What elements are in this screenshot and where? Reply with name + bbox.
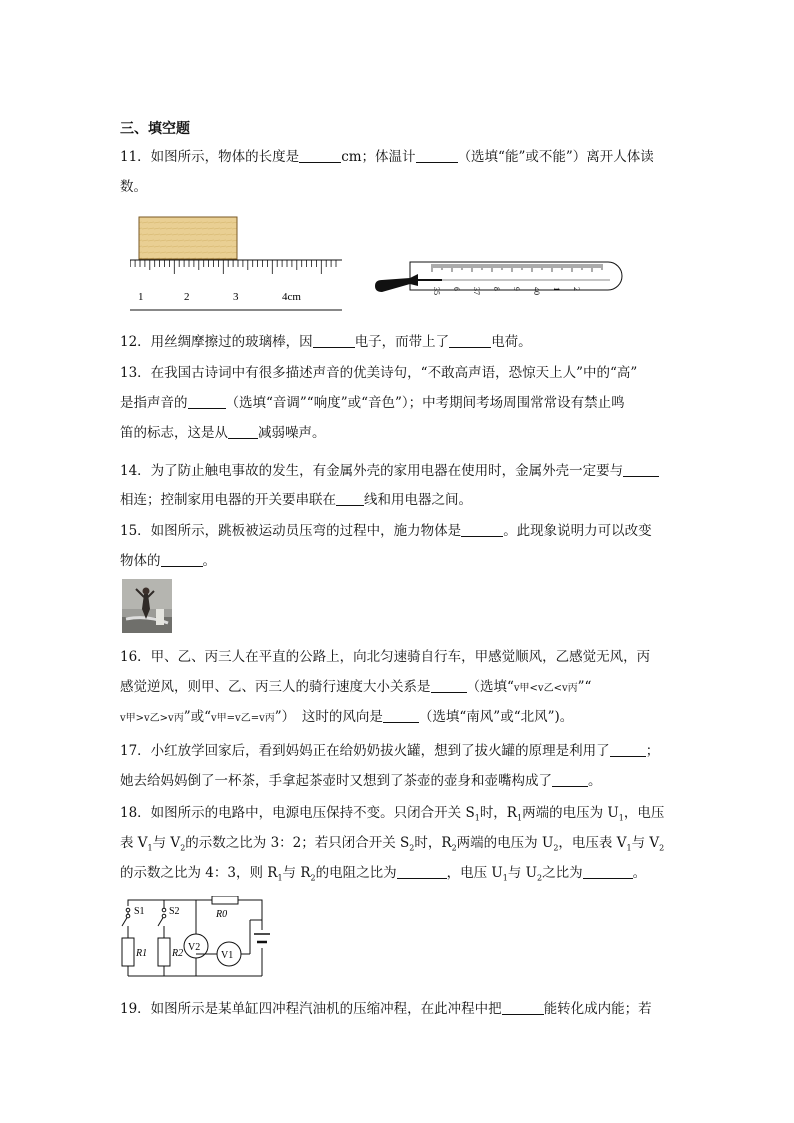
question-13-line-3: [120, 424, 326, 442]
question-12: [120, 333, 532, 351]
q15-text-d: 。: [202, 553, 216, 569]
q16-text-b: （选填“: [466, 679, 514, 695]
q18-text-l: 的示数之比为 4：3，则 R: [120, 865, 278, 881]
q18-text-i: 两端的电压为 U: [456, 835, 554, 851]
thermometer-figure: [370, 256, 630, 306]
question-14-line-1: [120, 462, 659, 480]
q19-blank-1[interactable]: [502, 1000, 544, 1015]
question-18-line-3: [120, 864, 646, 888]
question-15-line-2: [120, 552, 216, 570]
label-s2: S2: [169, 906, 180, 917]
q15-blank-1[interactable]: [461, 522, 503, 537]
q12-blank-2[interactable]: [449, 333, 491, 348]
q14-blank-1[interactable]: [623, 462, 659, 477]
q17-text-c: 她去给妈妈倒了一杯茶，手拿起茶壶时又想到了茶壶的壶身和壶嘴构成了: [120, 773, 552, 789]
question-17-line-2: [120, 772, 602, 790]
q18-text-r: 。: [632, 865, 647, 881]
q18-sub-s2: 2: [409, 843, 415, 853]
q15-blank-2[interactable]: [161, 552, 203, 567]
q14-text-a: 14．为了防止触电事故的发生，有金属外壳的家用电器在使用时，金属外壳一定要与: [120, 463, 624, 479]
q18-sub-s1: 1: [474, 813, 480, 823]
circuit-diagram: [116, 896, 274, 984]
ruler-label-2: 2: [184, 291, 190, 303]
question-13-line-1: 13．在我国古诗词中有很多描述声音的优美诗句，“不敢高声语，恐惊天上人”中的“高”: [120, 365, 638, 381]
thermometer-label: 37: [472, 287, 481, 295]
q18-text-n: 的电阻之比为: [315, 865, 397, 881]
q18-text-j: ，电压表 V: [558, 835, 627, 851]
q13-text-c: 笛的标志，这是从: [120, 425, 228, 441]
q16-option-1: v甲<v乙<v丙: [513, 683, 578, 694]
label-s1: S1: [134, 906, 145, 917]
question-16-line-2: [120, 678, 591, 698]
q19-text-a: 19．如图所示是某单缸四冲程汽油机的压缩冲程，在此冲程中把: [120, 1001, 502, 1017]
q11-text-b: cm；体温计: [341, 149, 416, 165]
q18-text-d: ，电压: [623, 805, 665, 821]
q15-text-c: 物体的: [120, 553, 161, 569]
q18-text-p: 与 U: [507, 865, 538, 881]
q12-blank-1[interactable]: [313, 333, 355, 348]
q13-text-d: 减弱噪声。: [258, 425, 326, 441]
q14-text-b: 相连；控制家用电器的开关要串联在: [120, 492, 336, 508]
q18-text-q: 之比为: [542, 865, 583, 881]
q16-text-a: 感觉逆风，则甲、乙、丙三人的骑行速度大小关系是: [120, 679, 431, 695]
q18-blank-1[interactable]: [397, 864, 447, 879]
question-11-line-2: 数。: [120, 179, 147, 195]
diving-board-photo: [122, 579, 172, 633]
label-r1: R1: [136, 948, 148, 959]
label-v1: V1: [221, 950, 234, 961]
q17-text-b: ；: [645, 743, 660, 759]
thermometer-label: 35: [432, 287, 441, 295]
question-11-line-1: [120, 148, 654, 166]
q12-text-c: 电荷。: [491, 334, 532, 350]
q18-sub-u2: 2: [553, 843, 559, 853]
q18-text-a: 18．如图所示的电路中，电源电压保持不变。只闭合开关 S: [120, 805, 475, 821]
q18-sub-u1b: 1: [502, 873, 508, 883]
section-title: 三、填空题: [120, 121, 190, 137]
q16-text-d: ”或“: [183, 709, 212, 725]
q18-text-h: 时，R: [414, 835, 452, 851]
question-15-line-1: [120, 522, 652, 540]
q18-sub-r1: 1: [516, 813, 523, 823]
q18-text-o: ，电压 U: [446, 865, 503, 881]
q18-sub-v1: 1: [147, 843, 153, 853]
question-14-line-2: [120, 491, 472, 509]
q14-text-c: 线和用电器之间。: [364, 492, 472, 508]
q16-blank-1[interactable]: [431, 678, 467, 693]
q18-sub-u2b: 2: [537, 873, 543, 883]
question-17-line-1: [120, 742, 659, 760]
q18-sub-v2: 2: [180, 843, 186, 853]
q18-sub-v1b: 1: [626, 843, 632, 853]
q13-blank-2[interactable]: [228, 424, 258, 439]
q16-option-2: v甲>v乙>v丙: [120, 713, 184, 724]
q14-blank-2[interactable]: [336, 491, 364, 506]
question-13-line-2: [120, 394, 625, 412]
thermometer-label: 2: [572, 287, 581, 291]
q18-text-m: 与 R: [282, 865, 311, 881]
q16-text-f: （选填“南风”或“北风”)。: [418, 709, 574, 725]
ruler-label-1: 1: [138, 291, 144, 303]
q11-blank-2[interactable]: [416, 148, 458, 163]
q11-text-a: 11．如图所示，物体的长度是: [120, 149, 300, 165]
q18-sub-v2b: 2: [659, 843, 665, 853]
q18-text-c: 两端的电压为 U: [522, 805, 619, 821]
question-16-line-3: [120, 708, 573, 728]
q16-option-3: v甲=v乙=v丙: [211, 713, 275, 724]
q12-text-a: 12．用丝绸摩擦过的玻璃棒，因: [120, 334, 313, 350]
q15-text-b: 。此现象说明力可以改变: [503, 523, 652, 539]
q19-text-b: 能转化成内能；若: [543, 1001, 652, 1017]
ruler-label-3: 3: [233, 291, 239, 303]
q18-sub-r1b: 1: [277, 873, 283, 883]
q18-text-f: 与 V: [152, 835, 181, 851]
q17-blank-1[interactable]: [610, 742, 646, 757]
q18-sub-r2: 2: [451, 843, 457, 853]
question-18-line-2: [120, 834, 664, 858]
q17-text-a: 17．小红放学回家后，看到妈妈正在给奶奶拔火罐，想到了拔火罐的原理是利用了: [120, 743, 610, 759]
q17-text-d: 。: [588, 773, 602, 789]
thermometer-label: 9: [512, 287, 521, 291]
label-r2: R2: [172, 948, 184, 959]
question-19: [120, 1000, 652, 1018]
q16-blank-2[interactable]: [383, 708, 419, 723]
q12-text-b: 电子，而带上了: [354, 334, 450, 350]
thermometer-label: 40: [532, 287, 541, 295]
q13-text-b: （选填“音调”“响度”或“音色”）；中考期间考场周围常常设有禁止鸣: [225, 395, 625, 411]
question-16-line-1: 16．甲、乙、丙三人在平直的公路上，向北匀速骑自行车，甲感觉顺风，乙感觉无风，丙: [120, 649, 651, 665]
thermometer-label: 1: [552, 287, 561, 291]
q11-text-c: （选填“能”或不能”）离开人体读: [457, 149, 654, 165]
q18-text-e: 表 V: [120, 835, 148, 851]
label-v2: V2: [188, 942, 201, 953]
measured-block: [139, 217, 237, 259]
q15-text-a: 15．如图所示，跳板被运动员压弯的过程中，施力物体是: [120, 523, 462, 539]
q11-blank-1[interactable]: [299, 148, 341, 163]
q16-text-c: ”“: [577, 679, 592, 695]
q18-text-b: 时，R: [479, 805, 517, 821]
q18-sub-u1: 1: [618, 813, 624, 823]
q13-blank-1[interactable]: [188, 394, 226, 409]
ruler-label-4: 4cm: [282, 291, 301, 303]
q18-sub-r2b: 2: [310, 873, 316, 883]
label-r0: R0: [216, 909, 228, 920]
q13-text-a: 是指声音的: [120, 395, 188, 411]
thermometer-label: 6: [452, 287, 461, 291]
thermometer-label: 8: [492, 287, 501, 291]
ruler-figure: [130, 214, 345, 314]
q18-blank-2[interactable]: [583, 864, 633, 879]
q18-text-k: 与 V: [631, 835, 660, 851]
question-18-line-1: [120, 804, 664, 828]
q17-blank-2[interactable]: [552, 772, 588, 787]
q18-text-g: 的示数之比为 3：2；若只闭合开关 S: [185, 835, 410, 851]
q16-text-e: ”） 这时的风向是: [274, 709, 383, 725]
